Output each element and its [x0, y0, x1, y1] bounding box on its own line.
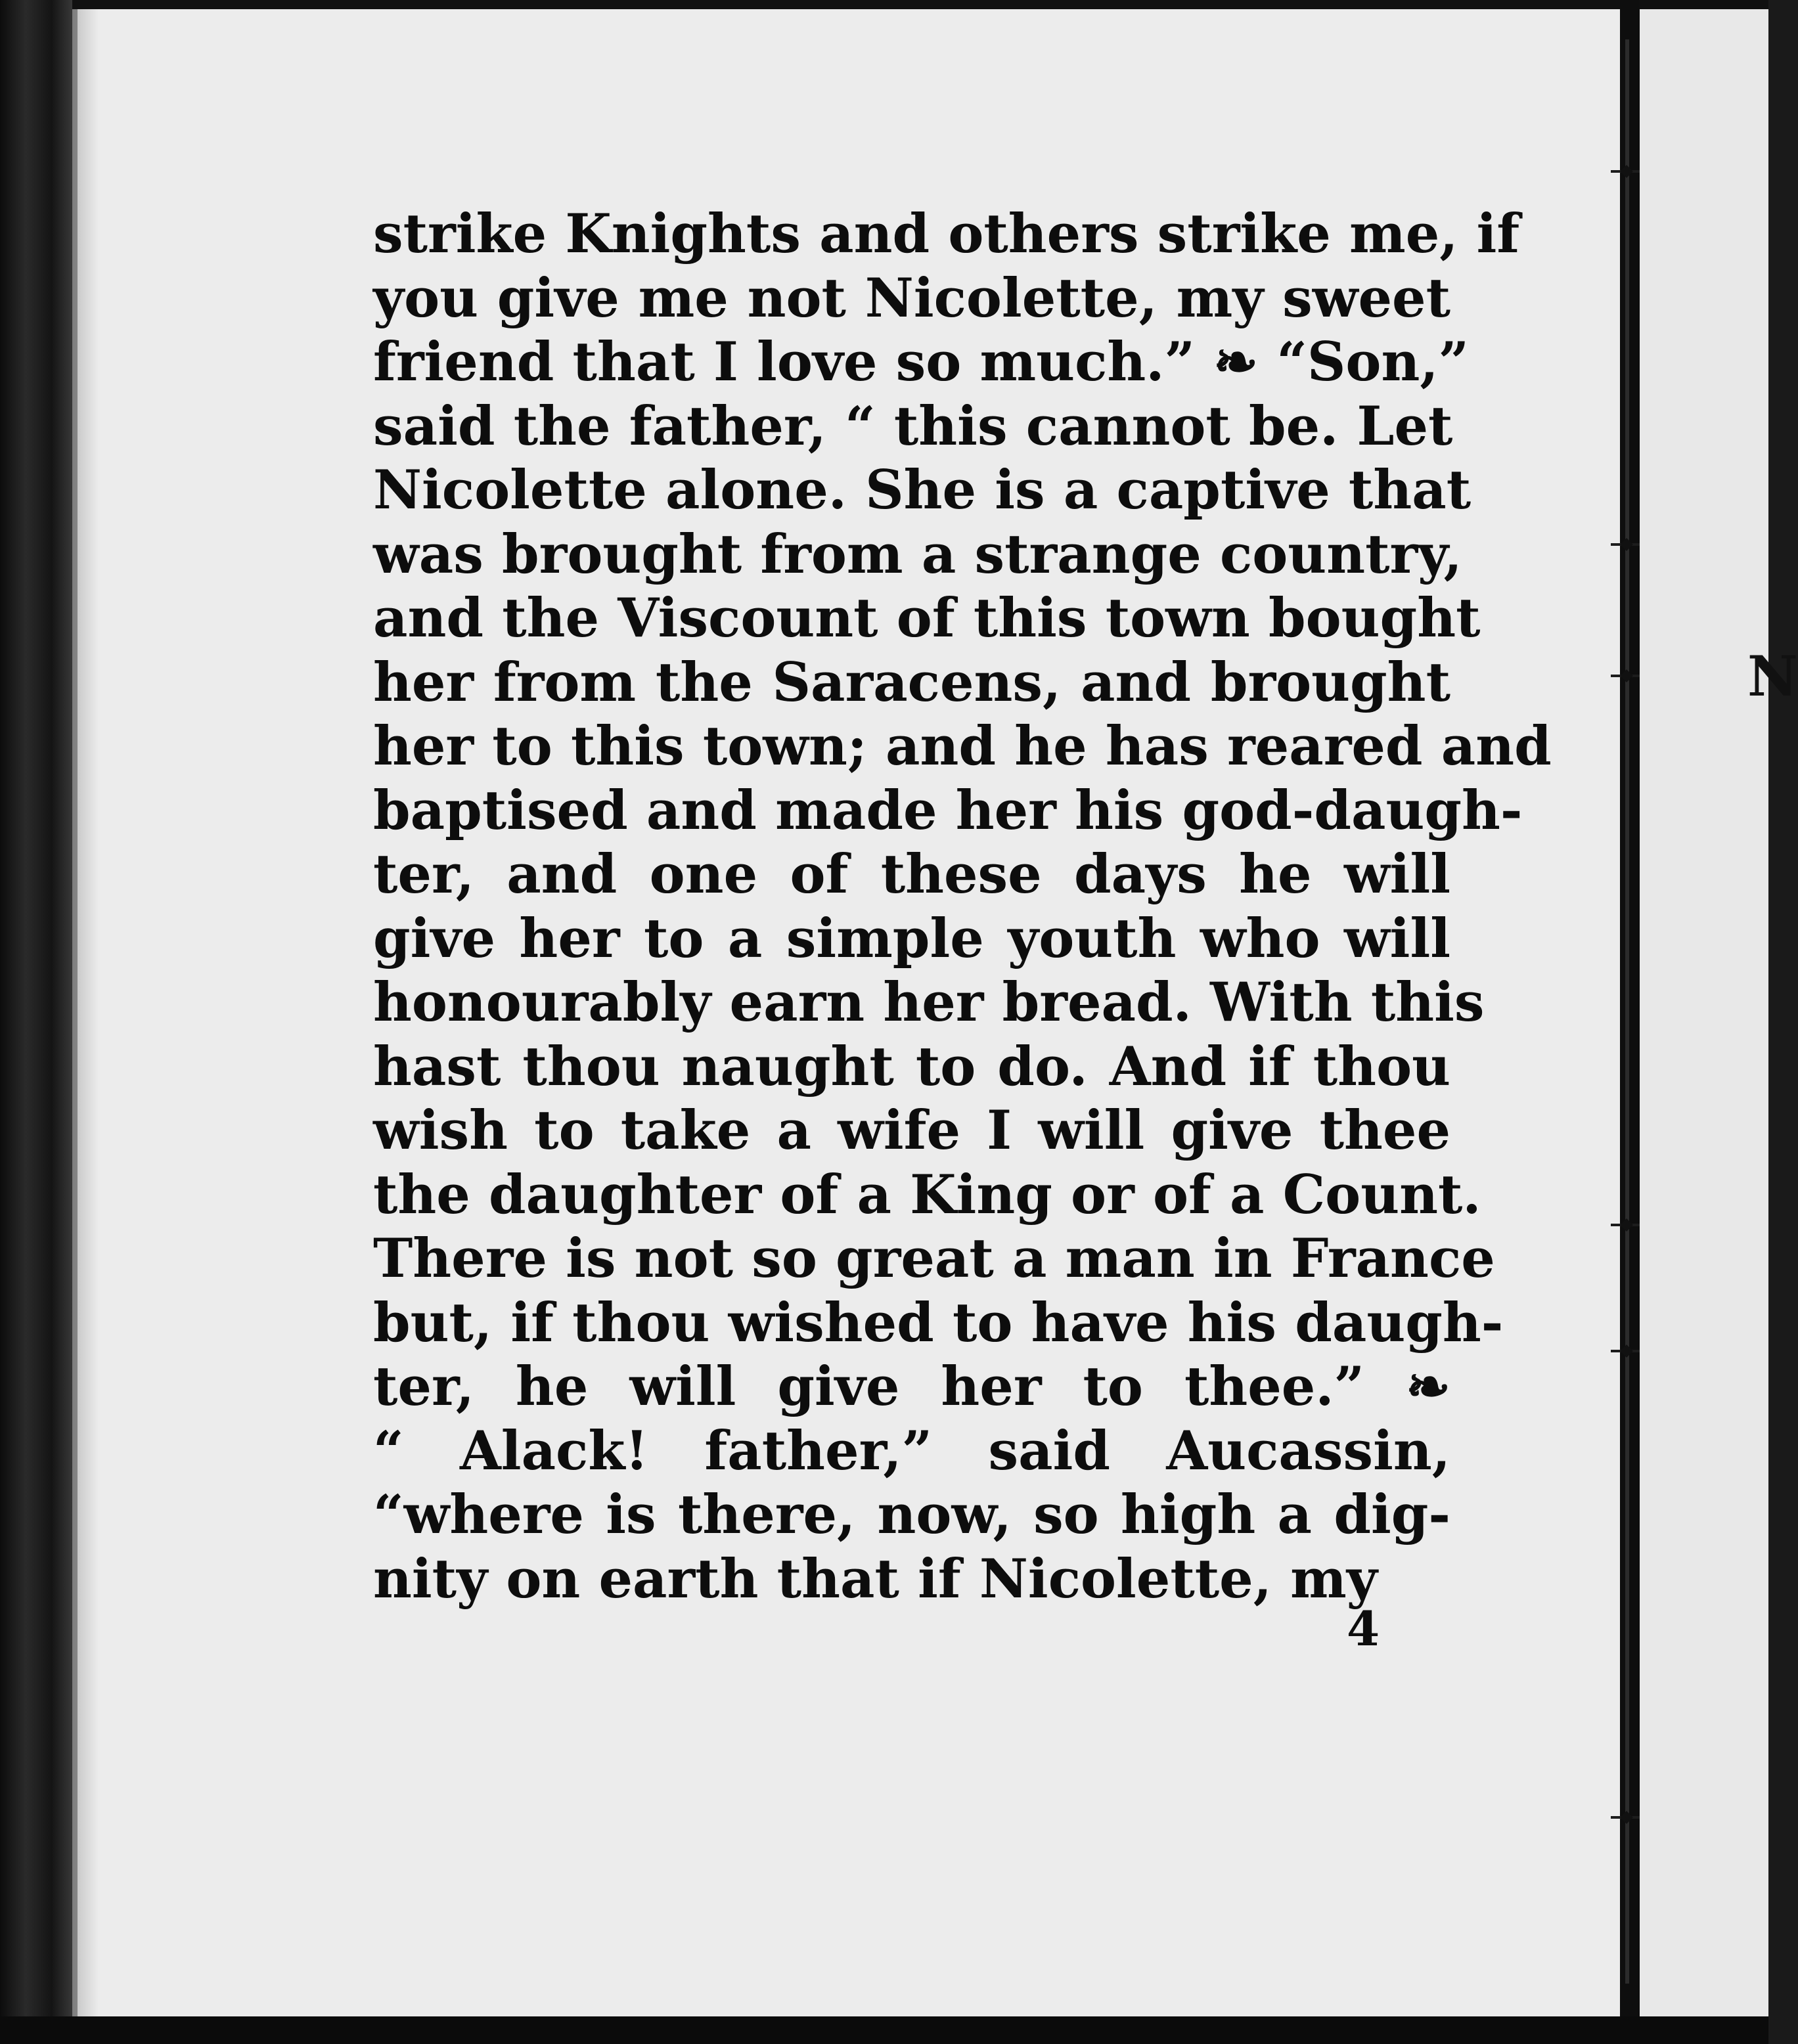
page-body-text	[373, 202, 1552, 1611]
text-line: strike Knights and others strike me, if	[373, 203, 1520, 265]
binding-thread	[1625, 39, 1629, 1984]
text-line: the daughter of a King or of a Count.	[373, 1163, 1481, 1226]
text-line: “where is there, now, so high a dig-	[373, 1484, 1450, 1546]
binding-stitch-icon	[1611, 1346, 1644, 1356]
text-line: wish to take a wife I will give thee	[373, 1100, 1450, 1162]
bottom-page-edge	[0, 2016, 1768, 2044]
text-line: hast thou naught to do. And if thou	[373, 1035, 1450, 1098]
text-line: friend that I love so much.” ❧ “Son,”	[373, 331, 1470, 393]
text-line: said the father, “ this cannot be. Let	[373, 395, 1453, 458]
binding-stitch-icon	[1611, 671, 1644, 680]
facing-page-letter: N	[1747, 644, 1798, 709]
left-page-edge	[0, 0, 74, 2044]
page-number: 4	[1347, 1601, 1380, 1656]
text-line: her to this town; and he has reared and	[373, 715, 1552, 778]
binding-stitch-icon	[1611, 1220, 1644, 1230]
facing-page	[1640, 9, 1768, 2019]
text-line: honourably earn her bread. With this	[373, 971, 1485, 1034]
text-line: Nicolette alone. She is a captive that	[373, 459, 1472, 522]
text-line: ter, he will give her to thee.” ❧	[373, 1356, 1450, 1418]
text-line: was brought from a strange country,	[373, 523, 1462, 586]
text-line: baptised and made her his god-daugh-	[373, 779, 1523, 842]
text-line: but, if thou wished to have his daugh-	[373, 1291, 1504, 1354]
text-line: and the Viscount of this town bought	[373, 587, 1481, 650]
text-line: give her to a simple youth who will	[373, 907, 1450, 970]
text-line: nity on earth that if Nicolette, my	[373, 1547, 1378, 1611]
book-gutter	[1620, 0, 1640, 2044]
text-line: ter, and one of these days he will	[373, 843, 1450, 906]
text-line: her from the Saracens, and brought	[373, 651, 1450, 714]
text-line: you give me not Nicolette, my sweet	[373, 267, 1450, 330]
binding-stitch-icon	[1611, 540, 1644, 549]
text-line: “ Alack! father,” said Aucassin,	[373, 1419, 1450, 1482]
binding-stitch-icon	[1611, 1813, 1644, 1822]
page-shadow	[72, 9, 99, 2019]
text-line: There is not so great a man in France	[373, 1228, 1495, 1290]
binding-stitch-icon	[1611, 167, 1644, 176]
